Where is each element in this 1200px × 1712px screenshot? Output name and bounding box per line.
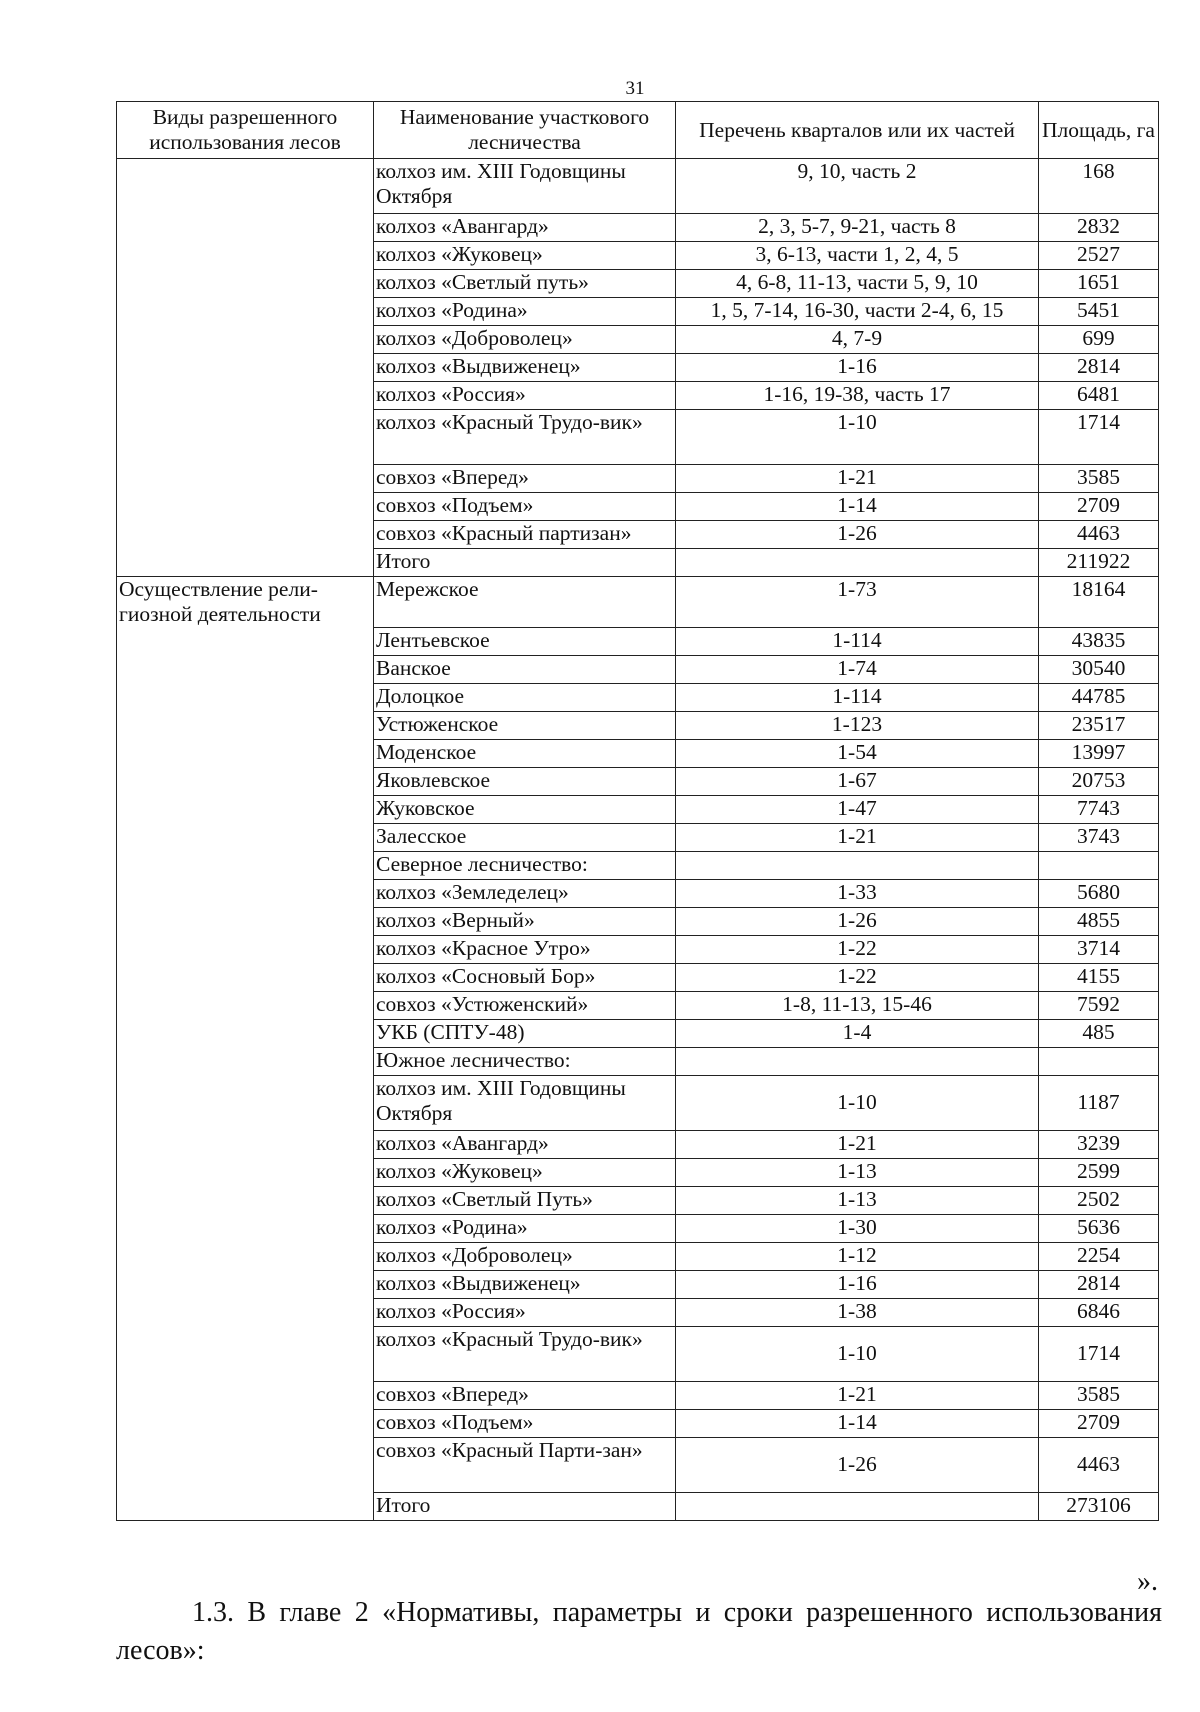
cell-district: колхоз «Россия» [374,1298,676,1326]
cell-district: колхоз «Светлый путь» [374,270,676,298]
cell-area: 3743 [1039,823,1159,851]
forest-use-table [116,101,1159,1521]
cell-quarters: 1-114 [676,627,1039,655]
table-row [117,1409,1159,1437]
table-row [117,1270,1159,1298]
cell-district: Залесское [374,823,676,851]
cell-district: совхоз «Красный партизан» [374,521,676,549]
table-row [117,242,1159,270]
cell-quarters: 1-26 [676,907,1039,935]
cell-quarters: 1-21 [676,1381,1039,1409]
cell-quarters: 1-8, 11-13, 15-46 [676,991,1039,1019]
cell-use-type [117,767,374,795]
cell-quarters: 1-33 [676,879,1039,907]
cell-quarters: 1-26 [676,521,1039,549]
cell-quarters: 9, 10, часть 2 [676,159,1039,214]
table-row [117,795,1159,823]
cell-use-type [117,1381,374,1409]
cell-area: 23517 [1039,711,1159,739]
cell-area: 3585 [1039,465,1159,493]
cell-quarters: 1-38 [676,1298,1039,1326]
header-quarters: Перечень кварталов или их частей [676,102,1039,159]
table-row [117,739,1159,767]
table-row [117,1381,1159,1409]
cell-quarters: 1-30 [676,1214,1039,1242]
cell-district: совхоз «Красный Парти-зан» [374,1437,676,1492]
cell-quarters: 4, 6-8, 11-13, части 5, 9, 10 [676,270,1039,298]
table-row [117,214,1159,242]
cell-district: Моденское [374,739,676,767]
cell-district: колхоз «Красное Утро» [374,935,676,963]
table-row [117,879,1159,907]
cell-use-type [117,795,374,823]
cell-quarters: 1-54 [676,739,1039,767]
cell-district: Яковлевское [374,767,676,795]
cell-quarters: 1-13 [676,1186,1039,1214]
cell-quarters [676,1492,1039,1520]
cell-quarters: 1-47 [676,795,1039,823]
cell-quarters: 1-16 [676,1270,1039,1298]
cell-quarters: 1-10 [676,1326,1039,1381]
cell-area: 3714 [1039,935,1159,963]
cell-quarters: 1-22 [676,963,1039,991]
cell-quarters: 1-22 [676,935,1039,963]
cell-use-type [117,879,374,907]
cell-use-type [117,1270,374,1298]
cell-quarters: 1-10 [676,1075,1039,1130]
cell-quarters: 1-4 [676,1019,1039,1047]
cell-use-type [117,1047,374,1075]
cell-area: 168 [1039,159,1159,214]
cell-area: 485 [1039,1019,1159,1047]
cell-use-type [117,1186,374,1214]
cell-district: Мережское [374,577,676,628]
cell-use-type [117,739,374,767]
cell-area: 44785 [1039,683,1159,711]
cell-area: 30540 [1039,655,1159,683]
table-row [117,493,1159,521]
cell-district: колхоз «Россия» [374,382,676,410]
cell-district: Северное лесничество: [374,851,676,879]
table-row [117,465,1159,493]
cell-area: 3585 [1039,1381,1159,1409]
table-row [117,1047,1159,1075]
cell-use-type [117,354,374,382]
table-row [117,823,1159,851]
table-row [117,549,1159,577]
table-body [117,159,1159,1521]
cell-use-type [117,1158,374,1186]
cell-area: 1714 [1039,410,1159,465]
cell-area: 3239 [1039,1130,1159,1158]
cell-use-type [117,935,374,963]
cell-area: 6846 [1039,1298,1159,1326]
cell-quarters: 1-21 [676,823,1039,851]
cell-district: совхоз «Устюженский» [374,991,676,1019]
cell-use-type [117,521,374,549]
cell-quarters: 3, 6-13, части 1, 2, 4, 5 [676,242,1039,270]
cell-quarters [676,851,1039,879]
table-row [117,410,1159,465]
table-row [117,1158,1159,1186]
cell-district: Итого [374,1492,676,1520]
cell-area: 43835 [1039,627,1159,655]
cell-district: колхоз «Доброволец» [374,1242,676,1270]
cell-district: колхоз «Выдвиженец» [374,1270,676,1298]
cell-quarters [676,1047,1039,1075]
cell-use-type [117,907,374,935]
cell-use-type [117,1298,374,1326]
cell-use-type [117,549,374,577]
table-row [117,935,1159,963]
cell-area [1039,1047,1159,1075]
cell-area: 20753 [1039,767,1159,795]
cell-district: колхоз «Верный» [374,907,676,935]
table-row [117,1437,1159,1492]
cell-use-type [117,298,374,326]
cell-area: 18164 [1039,577,1159,628]
cell-use-type [117,465,374,493]
cell-area: 2709 [1039,1409,1159,1437]
cell-quarters: 2, 3, 5-7, 9-21, часть 8 [676,214,1039,242]
cell-area: 5680 [1039,879,1159,907]
cell-use-type [117,1492,374,1520]
cell-use-type [117,242,374,270]
cell-quarters: 1-114 [676,683,1039,711]
cell-use-type [117,991,374,1019]
cell-use-type [117,1019,374,1047]
cell-quarters: 1-74 [676,655,1039,683]
cell-quarters: 1-123 [676,711,1039,739]
cell-area: 1714 [1039,1326,1159,1381]
cell-district: колхоз «Авангард» [374,1130,676,1158]
cell-district: колхоз «Жуковец» [374,1158,676,1186]
cell-area: 2814 [1039,354,1159,382]
cell-use-type [117,963,374,991]
cell-district: колхоз «Родина» [374,1214,676,1242]
table-row [117,851,1159,879]
cell-use-type [117,1130,374,1158]
table-row [117,683,1159,711]
cell-use-type [117,270,374,298]
cell-area: 211922 [1039,549,1159,577]
cell-district: Устюженское [374,711,676,739]
table-row [117,521,1159,549]
cell-district: УКБ (СПТУ-48) [374,1019,676,1047]
cell-use-type [117,493,374,521]
table-row [117,1214,1159,1242]
cell-area [1039,851,1159,879]
cell-area: 2527 [1039,242,1159,270]
cell-use-type [117,159,374,214]
cell-area: 5451 [1039,298,1159,326]
table-row [117,1186,1159,1214]
cell-area: 7743 [1039,795,1159,823]
table-row [117,159,1159,214]
cell-quarters: 1-67 [676,767,1039,795]
table-row [117,298,1159,326]
cell-area: 6481 [1039,382,1159,410]
table-row [117,1075,1159,1130]
cell-district: колхоз «Сосновый Бор» [374,963,676,991]
closing-quote: ». [1137,1566,1158,1597]
table-header-row [117,102,1159,159]
cell-use-type [117,382,374,410]
cell-district: колхоз «Светлый Путь» [374,1186,676,1214]
table-row [117,354,1159,382]
cell-area: 1651 [1039,270,1159,298]
cell-area: 2832 [1039,214,1159,242]
cell-quarters: 1, 5, 7-14, 16-30, части 2-4, 6, 15 [676,298,1039,326]
cell-area: 2599 [1039,1158,1159,1186]
cell-district: совхоз «Вперед» [374,465,676,493]
cell-quarters [676,549,1039,577]
cell-quarters: 1-13 [676,1158,1039,1186]
cell-quarters: 1-14 [676,1409,1039,1437]
cell-district: колхоз «Родина» [374,298,676,326]
cell-quarters: 1-26 [676,1437,1039,1492]
cell-area: 2709 [1039,493,1159,521]
cell-district: колхоз им. XIII Годовщины Октября [374,159,676,214]
cell-quarters: 1-21 [676,465,1039,493]
cell-use-type [117,823,374,851]
table-row [117,991,1159,1019]
table-row [117,326,1159,354]
cell-district: колхоз «Земледелец» [374,879,676,907]
cell-district: колхоз им. XIII Годовщины Октября [374,1075,676,1130]
table-row [117,1298,1159,1326]
cell-quarters: 1-16 [676,354,1039,382]
table-row [117,1326,1159,1381]
cell-quarters: 1-14 [676,493,1039,521]
table-row [117,711,1159,739]
cell-use-type: Осуществление рели-гиозной деятельности [117,577,374,628]
cell-quarters: 1-73 [676,577,1039,628]
cell-use-type [117,655,374,683]
cell-area: 7592 [1039,991,1159,1019]
table-row [117,270,1159,298]
cell-use-type [117,214,374,242]
cell-use-type [117,627,374,655]
cell-district: Южное лесничество: [374,1047,676,1075]
header-district: Наименование участкового лесничества [374,102,676,159]
cell-area: 4855 [1039,907,1159,935]
cell-district: колхоз «Красный Трудо-вик» [374,1326,676,1381]
cell-quarters: 4, 7-9 [676,326,1039,354]
cell-district: совхоз «Подъем» [374,493,676,521]
cell-district: совхоз «Вперед» [374,1381,676,1409]
cell-use-type [117,851,374,879]
cell-use-type [117,1214,374,1242]
table-row [117,767,1159,795]
cell-use-type [117,1075,374,1130]
table-row [117,577,1159,628]
page-number: 31 [625,78,645,99]
cell-use-type [117,1409,374,1437]
cell-use-type [117,1326,374,1381]
table-row [117,655,1159,683]
cell-quarters: 1-10 [676,410,1039,465]
cell-use-type [117,326,374,354]
cell-district: Итого [374,549,676,577]
cell-district: колхоз «Выдвиженец» [374,354,676,382]
cell-area: 5636 [1039,1214,1159,1242]
cell-quarters: 1-12 [676,1242,1039,1270]
cell-area: 273106 [1039,1492,1159,1520]
cell-district: совхоз «Подъем» [374,1409,676,1437]
header-use-type: Виды разрешенного использования лесов [117,102,374,159]
cell-area: 2254 [1039,1242,1159,1270]
cell-use-type [117,711,374,739]
cell-area: 13997 [1039,739,1159,767]
cell-use-type [117,410,374,465]
table-row [117,382,1159,410]
cell-district: Жуковское [374,795,676,823]
table-row [117,627,1159,655]
cell-area: 4463 [1039,521,1159,549]
table-row [117,1130,1159,1158]
header-area: Площадь, га [1039,102,1159,159]
cell-district: колхоз «Жуковец» [374,242,676,270]
cell-use-type [117,1242,374,1270]
table-row [117,1492,1159,1520]
cell-area: 2814 [1039,1270,1159,1298]
cell-district: Долоцкое [374,683,676,711]
table-row [117,963,1159,991]
cell-area: 2502 [1039,1186,1159,1214]
cell-district: колхоз «Авангард» [374,214,676,242]
cell-use-type [117,1437,374,1492]
body-paragraph: 1.3. В главе 2 «Нормативы, параметры и сроки разрешенного использования лесов»: [116,1597,1162,1666]
cell-quarters: 1-21 [676,1130,1039,1158]
cell-use-type [117,683,374,711]
cell-area: 4155 [1039,963,1159,991]
cell-area: 1187 [1039,1075,1159,1130]
cell-area: 699 [1039,326,1159,354]
cell-quarters: 1-16, 19-38, часть 17 [676,382,1039,410]
table-row [117,907,1159,935]
cell-district: колхоз «Красный Трудо-вик» [374,410,676,465]
cell-area: 4463 [1039,1437,1159,1492]
cell-district: Ванское [374,655,676,683]
cell-district: Лентьевское [374,627,676,655]
cell-district: колхоз «Доброволец» [374,326,676,354]
table-row [117,1019,1159,1047]
table-row [117,1242,1159,1270]
